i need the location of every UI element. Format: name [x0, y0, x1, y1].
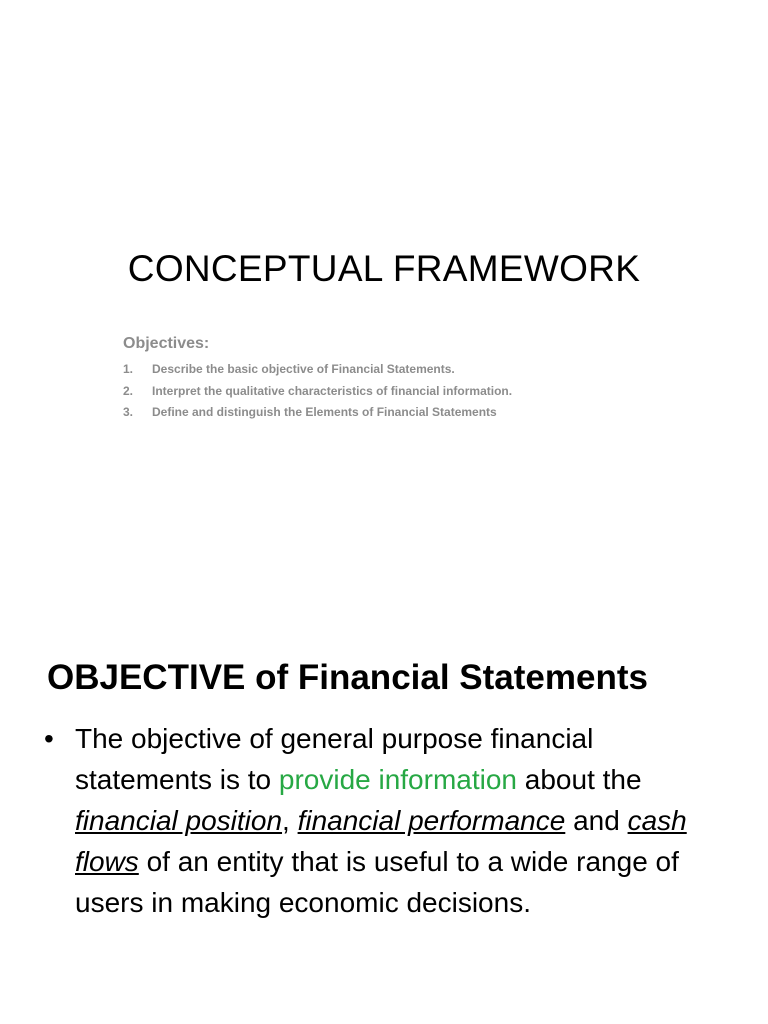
objective-item: [123, 359, 683, 381]
bullet-text-part: about the: [517, 764, 642, 795]
bullet-point: [44, 718, 734, 923]
key-term-cash-flows: cash flows: [75, 805, 687, 877]
slide-title: CONCEPTUAL FRAMEWORK: [127, 247, 641, 289]
slide-title: OBJECTIVE of Financial Statements: [47, 658, 648, 698]
objective-number: 1.: [123, 362, 134, 376]
key-term-financial-performance: financial performance: [297, 805, 566, 836]
key-term-financial-position: financial position: [75, 805, 283, 836]
objectives-list: [123, 359, 683, 424]
objective-item: [123, 402, 683, 424]
objectives-section: [123, 333, 683, 424]
bullet-text-part: ,: [282, 805, 298, 836]
bullet-text: [75, 718, 734, 923]
highlighted-phrase: provide information: [278, 764, 517, 795]
bullet-symbol: •: [44, 723, 54, 754]
objective-text: Interpret the qualitative characteristics of financial information.: [152, 383, 513, 398]
objective-text: Describe the basic objective of Financial Statements.: [152, 362, 455, 376]
objective-item: [123, 381, 683, 403]
bullet-text-part: The objective of general purpose financial statements is to: [75, 723, 594, 795]
objectives-heading: Objectives:: [123, 335, 210, 352]
objective-text: Define and distinguish the Elements of Financial Statements: [152, 405, 497, 419]
objective-number: 2.: [123, 383, 134, 398]
bullet-text-part: and: [565, 805, 628, 836]
bullet-text-part: of an entity that is useful to a wide range of users in making economic decisions.: [75, 846, 679, 918]
slide-objective-financial-statements: [0, 512, 768, 1024]
objective-number: 3.: [123, 405, 134, 419]
